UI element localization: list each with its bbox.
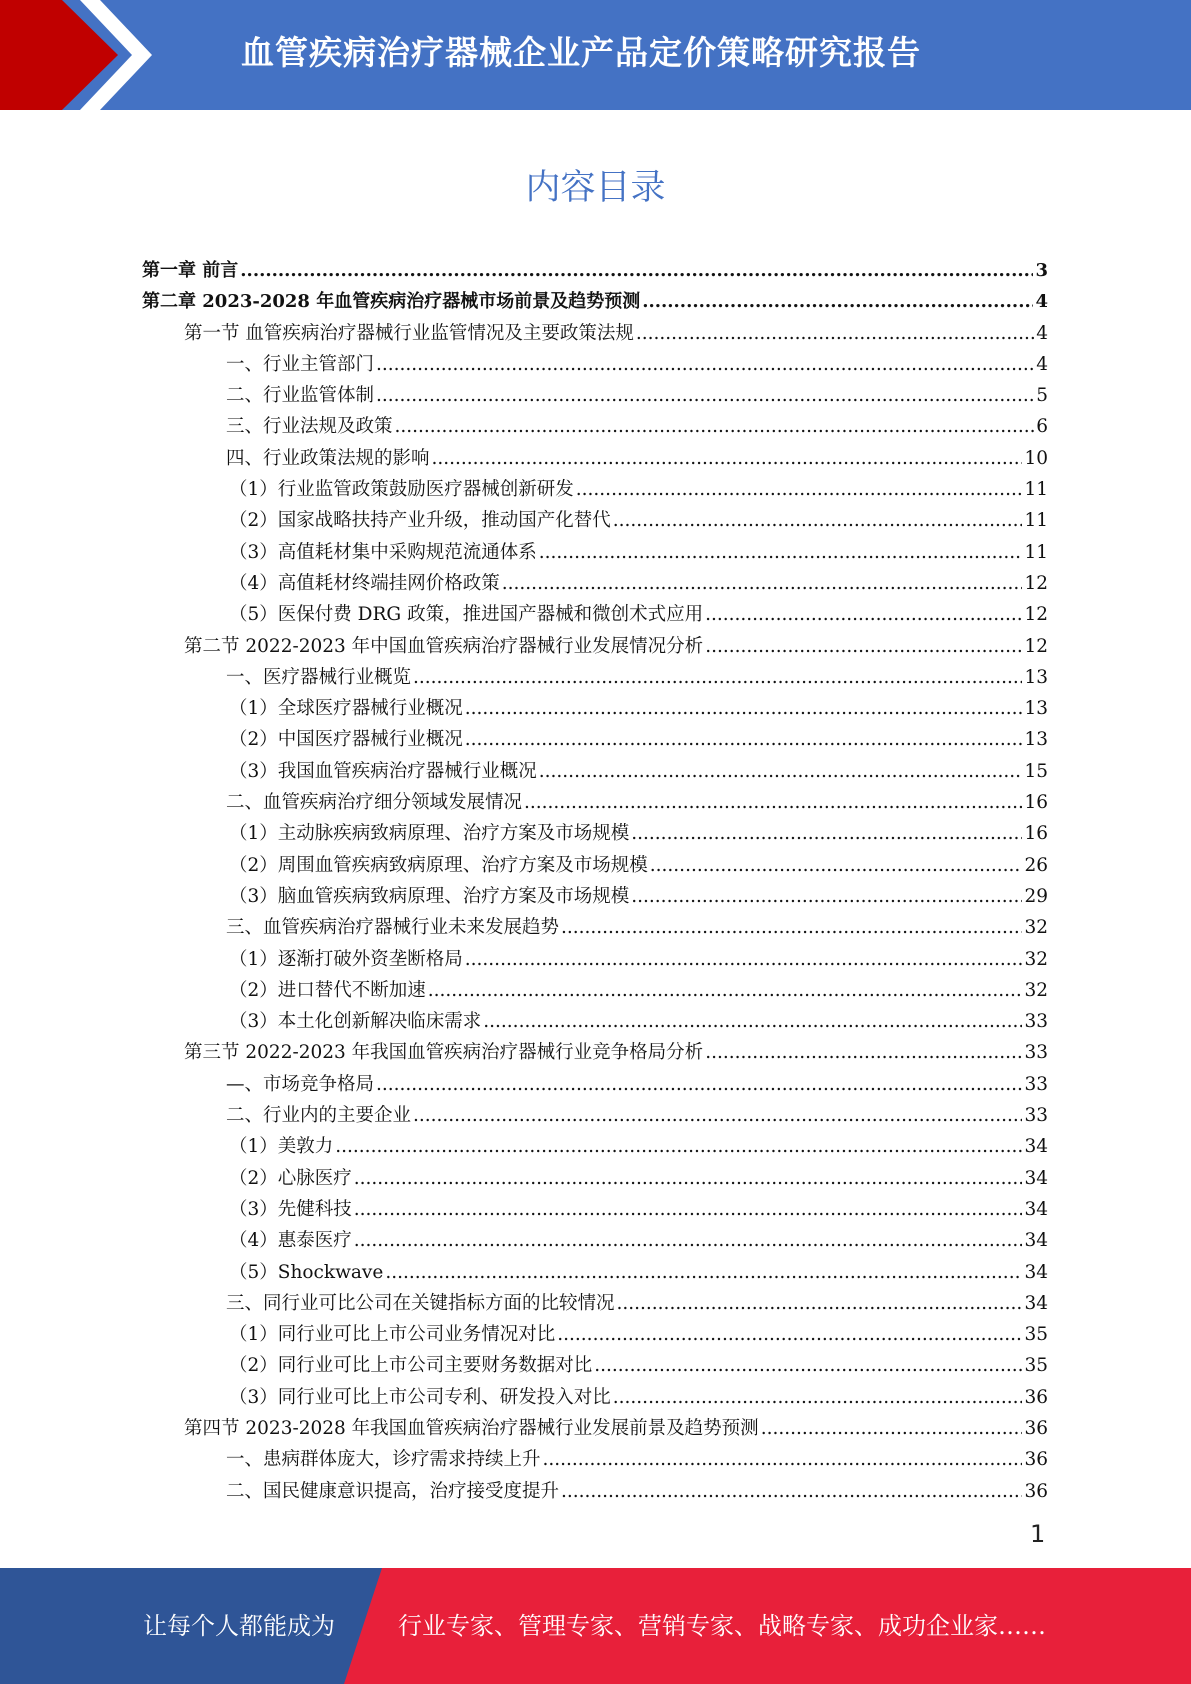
toc-leader-dots xyxy=(354,1194,1023,1225)
toc-leader-dots xyxy=(631,818,1022,849)
toc-leader-dots xyxy=(650,850,1023,881)
toc-entry-page: 11 xyxy=(1024,541,1048,563)
toc-entry-page: 35 xyxy=(1024,1324,1048,1346)
toc-entry-page: 3 xyxy=(1035,260,1048,281)
page-footer xyxy=(0,1568,1191,1684)
toc-entry-page: 16 xyxy=(1024,792,1048,814)
toc-entry-label: 第二章 2023-2028 年血管疾病治疗器械市场前景及趋势预测 xyxy=(142,291,641,313)
toc-leader-dots xyxy=(561,912,1022,943)
toc-leader-dots xyxy=(432,443,1023,474)
toc-leader-dots xyxy=(613,505,1023,536)
toc-entry[interactable] xyxy=(142,693,1048,724)
toc-entry-label: （2）心脉医疗 xyxy=(229,1167,352,1189)
toc-entry[interactable] xyxy=(142,1194,1048,1225)
toc-entry-page: 5 xyxy=(1036,385,1048,407)
toc-entry[interactable] xyxy=(142,349,1048,380)
toc-entry-label: （1）美敦力 xyxy=(229,1136,334,1158)
toc-leader-dots xyxy=(428,975,1023,1006)
toc-entry-page: 34 xyxy=(1024,1292,1048,1314)
toc-entry[interactable] xyxy=(142,1069,1048,1100)
footer-slogan-left: 让每个人都能成为 xyxy=(143,1612,335,1640)
toc-entry-label: （1）全球医疗器械行业概况 xyxy=(229,698,463,720)
toc-entry-label: （5）医保付费 DRG 政策，推进国产器械和微创术式应用 xyxy=(229,604,704,626)
toc-leader-dots xyxy=(524,787,1022,818)
toc-entry-page: 13 xyxy=(1024,729,1048,751)
toc-entry-page: 6 xyxy=(1036,416,1048,438)
toc-entry-page: 36 xyxy=(1024,1449,1048,1471)
toc-leader-dots xyxy=(465,944,1023,975)
toc-entry-page: 16 xyxy=(1024,823,1048,845)
toc-entry-page: 33 xyxy=(1024,1105,1048,1127)
toc-entry-label: （2）国家战略扶持产业升级，推动国产化替代 xyxy=(229,510,611,532)
toc-entry-page: 15 xyxy=(1024,760,1048,782)
toc-heading: 内容目录 xyxy=(525,168,666,208)
toc-entry-page: 12 xyxy=(1024,635,1048,657)
toc-entry-label: 第三节 2022-2023 年我国血管疾病治疗器械行业竞争格局分析 xyxy=(184,1042,704,1064)
toc-entry-page: 12 xyxy=(1024,572,1048,594)
toc-entry[interactable] xyxy=(142,1257,1048,1288)
page-header xyxy=(0,0,1191,110)
toc-entry-label: （2）中国医疗器械行业概况 xyxy=(229,729,463,751)
toc-entry-page: 32 xyxy=(1024,917,1048,939)
toc-entry-page: 33 xyxy=(1024,1042,1048,1064)
toc-entry[interactable] xyxy=(142,1319,1048,1350)
toc-entry-page: 4 xyxy=(1036,353,1048,375)
toc-leader-dots xyxy=(240,255,1033,286)
toc-entry-page: 26 xyxy=(1024,854,1048,876)
toc-entry[interactable] xyxy=(142,474,1048,505)
toc-entry-label: （3）先健科技 xyxy=(229,1198,352,1220)
toc-entry-label: （4）高值耗材终端挂网价格政策 xyxy=(229,572,500,594)
toc-entry-label: （2）进口替代不断加速 xyxy=(229,979,426,1001)
toc-entry[interactable] xyxy=(142,724,1048,755)
toc-entry[interactable] xyxy=(142,318,1048,349)
toc-leader-dots xyxy=(636,318,1034,349)
toc-entry[interactable] xyxy=(142,1288,1048,1319)
toc-leader-dots xyxy=(642,286,1033,317)
toc-entry-label: （1）逐渐打破外资垄断格局 xyxy=(229,948,463,970)
toc-entry[interactable] xyxy=(142,1382,1048,1413)
toc-entry-label: 一、医疗器械行业概览 xyxy=(226,666,412,688)
toc-entry-page: 11 xyxy=(1024,479,1048,501)
toc-entry[interactable] xyxy=(142,443,1048,474)
toc-entry[interactable] xyxy=(142,1163,1048,1194)
report-title: 血管疾病治疗器械企业产品定价策略研究报告 xyxy=(241,33,921,72)
toc-entry-label: 四、行业政策法规的影响 xyxy=(226,447,430,469)
toc-entry-label: 二、行业监管体制 xyxy=(226,385,375,407)
toc-entry-label: 第一章 前言 xyxy=(142,260,239,281)
toc-leader-dots xyxy=(539,756,1023,787)
toc-entry-label: 二、国民健康意识提高，治疗接受度提升 xyxy=(226,1480,560,1502)
toc-entry-label: 第四节 2023-2028 年我国血管疾病治疗器械行业发展前景及趋势预测 xyxy=(184,1417,759,1439)
toc-entry-page: 36 xyxy=(1024,1417,1048,1439)
toc-entry-page: 29 xyxy=(1024,885,1048,907)
toc-entry-page: 11 xyxy=(1024,510,1048,532)
toc-entry[interactable] xyxy=(142,286,1048,317)
toc-entry-page: 34 xyxy=(1024,1167,1048,1189)
toc-entry-page: 34 xyxy=(1024,1261,1048,1283)
toc-entry-label: （3）本土化创新解决临床需求 xyxy=(229,1011,482,1033)
toc-entry[interactable] xyxy=(142,1350,1048,1381)
toc-entry-page: 12 xyxy=(1024,604,1048,626)
toc-entry[interactable] xyxy=(142,912,1048,943)
toc-entry-page: 33 xyxy=(1024,1011,1048,1033)
toc-entry[interactable] xyxy=(142,944,1048,975)
toc-leader-dots xyxy=(395,411,1035,442)
toc-entry-label: 二、行业内的主要企业 xyxy=(226,1105,412,1127)
toc-leader-dots xyxy=(354,1163,1023,1194)
toc-leader-dots xyxy=(557,1319,1022,1350)
toc-entry[interactable] xyxy=(142,1037,1048,1068)
toc-entry-label: （3）我国血管疾病治疗器械行业概况 xyxy=(229,760,537,782)
toc-leader-dots xyxy=(335,1131,1022,1162)
toc-leader-dots xyxy=(761,1413,1023,1444)
toc-entry[interactable] xyxy=(142,255,1048,286)
toc-entry-page: 4 xyxy=(1035,291,1048,313)
toc-leader-dots xyxy=(376,349,1034,380)
toc-leader-dots xyxy=(483,1006,1022,1037)
toc-entry-label: 第一节 血管疾病治疗器械行业监管情况及主要政策法规 xyxy=(184,322,634,344)
toc-entry-label: （1）主动脉疾病致病原理、治疗方案及市场规模 xyxy=(229,823,630,845)
toc-leader-dots xyxy=(543,1444,1023,1475)
toc-leader-dots xyxy=(705,1037,1022,1068)
toc-entry[interactable] xyxy=(142,411,1048,442)
toc-leader-dots xyxy=(385,1257,1022,1288)
toc-leader-dots xyxy=(539,537,1023,568)
toc-entry-page: 34 xyxy=(1024,1136,1048,1158)
toc-leader-dots xyxy=(413,662,1022,693)
toc-entry[interactable] xyxy=(142,662,1048,693)
toc-entry[interactable] xyxy=(142,537,1048,568)
toc-entry-label: 一、患病群体庞大，诊疗需求持续上升 xyxy=(226,1449,541,1471)
toc-entry[interactable] xyxy=(142,1225,1048,1256)
toc-entry-label: （2）同行业可比上市公司主要财务数据对比 xyxy=(229,1355,593,1377)
page-number: 1 xyxy=(1030,1520,1046,1548)
toc-entry[interactable] xyxy=(142,380,1048,411)
toc-entry[interactable] xyxy=(142,1100,1048,1131)
toc-leader-dots xyxy=(465,693,1023,724)
toc-leader-dots xyxy=(705,631,1022,662)
toc-entry[interactable] xyxy=(142,787,1048,818)
toc-entry[interactable] xyxy=(142,1413,1048,1444)
toc-entry-label: （1）行业监管政策鼓励医疗器械创新研发 xyxy=(229,479,574,501)
toc-leader-dots xyxy=(502,568,1023,599)
toc-entry-page: 13 xyxy=(1024,698,1048,720)
toc-entry[interactable] xyxy=(142,568,1048,599)
toc-entry-page: 13 xyxy=(1024,666,1048,688)
toc-entry[interactable] xyxy=(142,1444,1048,1475)
toc-entry-page: 36 xyxy=(1024,1480,1048,1502)
toc-entry-label: （3）高值耗材集中采购规范流通体系 xyxy=(229,541,537,563)
toc-leader-dots xyxy=(594,1350,1022,1381)
toc-entry[interactable] xyxy=(142,818,1048,849)
footer-slogan-right: 行业专家、管理专家、营销专家、战略专家、成功企业家…… xyxy=(398,1612,1046,1640)
toc-entry[interactable] xyxy=(142,631,1048,662)
toc-entry-label: 第二节 2022-2023 年中国血管疾病治疗器械行业发展情况分析 xyxy=(184,635,704,657)
toc-leader-dots xyxy=(576,474,1023,505)
toc-entry-label: 一、行业主管部门 xyxy=(226,353,375,375)
header-arrow-decoration xyxy=(0,0,160,110)
toc-entry[interactable] xyxy=(142,850,1048,881)
toc-entry-page: 32 xyxy=(1024,948,1048,970)
toc-entry-page: 36 xyxy=(1024,1386,1048,1408)
toc-entry-label: （2）周围血管疾病致病原理、治疗方案及市场规模 xyxy=(229,854,648,876)
toc-entry-page: 4 xyxy=(1036,322,1048,344)
toc-entry-page: 35 xyxy=(1024,1355,1048,1377)
toc-leader-dots xyxy=(376,380,1034,411)
toc-entry-label: （1）同行业可比上市公司业务情况对比 xyxy=(229,1324,556,1346)
toc-entry[interactable] xyxy=(142,1476,1048,1507)
toc-leader-dots xyxy=(617,1288,1023,1319)
toc-leader-dots xyxy=(465,724,1023,755)
toc-entry-label: —、市场竞争格局 xyxy=(226,1073,375,1095)
toc-leader-dots xyxy=(705,599,1022,630)
toc-entry[interactable] xyxy=(142,756,1048,787)
toc-entry[interactable] xyxy=(142,1006,1048,1037)
toc-leader-dots xyxy=(354,1225,1023,1256)
toc-entry-label: （4）惠泰医疗 xyxy=(229,1230,352,1252)
toc-leader-dots xyxy=(376,1069,1022,1100)
toc-entry-label: 二、血管疾病治疗细分领域发展情况 xyxy=(226,792,523,814)
toc-entry-label: （3）同行业可比上市公司专利、研发投入对比 xyxy=(229,1386,611,1408)
toc-entry-label: 三、同行业可比公司在关键指标方面的比较情况 xyxy=(226,1292,615,1314)
toc-entry-page: 10 xyxy=(1024,447,1048,469)
toc-entry[interactable] xyxy=(142,505,1048,536)
toc-entry-label: 三、行业法规及政策 xyxy=(226,416,393,438)
toc-leader-dots xyxy=(413,1100,1022,1131)
toc-leader-dots xyxy=(561,1476,1022,1507)
toc-entry[interactable] xyxy=(142,975,1048,1006)
toc-entry-label: （3）脑血管疾病致病原理、治疗方案及市场规模 xyxy=(229,885,630,907)
toc-entry-page: 33 xyxy=(1024,1073,1048,1095)
toc-entry-page: 34 xyxy=(1024,1198,1048,1220)
toc-entry-page: 32 xyxy=(1024,979,1048,1001)
toc-entry-label: 三、血管疾病治疗器械行业未来发展趋势 xyxy=(226,917,560,939)
toc-leader-dots xyxy=(631,881,1022,912)
toc-entry[interactable] xyxy=(142,881,1048,912)
toc-leader-dots xyxy=(613,1382,1023,1413)
table-of-contents xyxy=(142,255,1048,1507)
toc-entry[interactable] xyxy=(142,599,1048,630)
toc-entry-label: （5）Shockwave xyxy=(229,1261,384,1283)
toc-entry-page: 34 xyxy=(1024,1230,1048,1252)
toc-entry[interactable] xyxy=(142,1131,1048,1162)
